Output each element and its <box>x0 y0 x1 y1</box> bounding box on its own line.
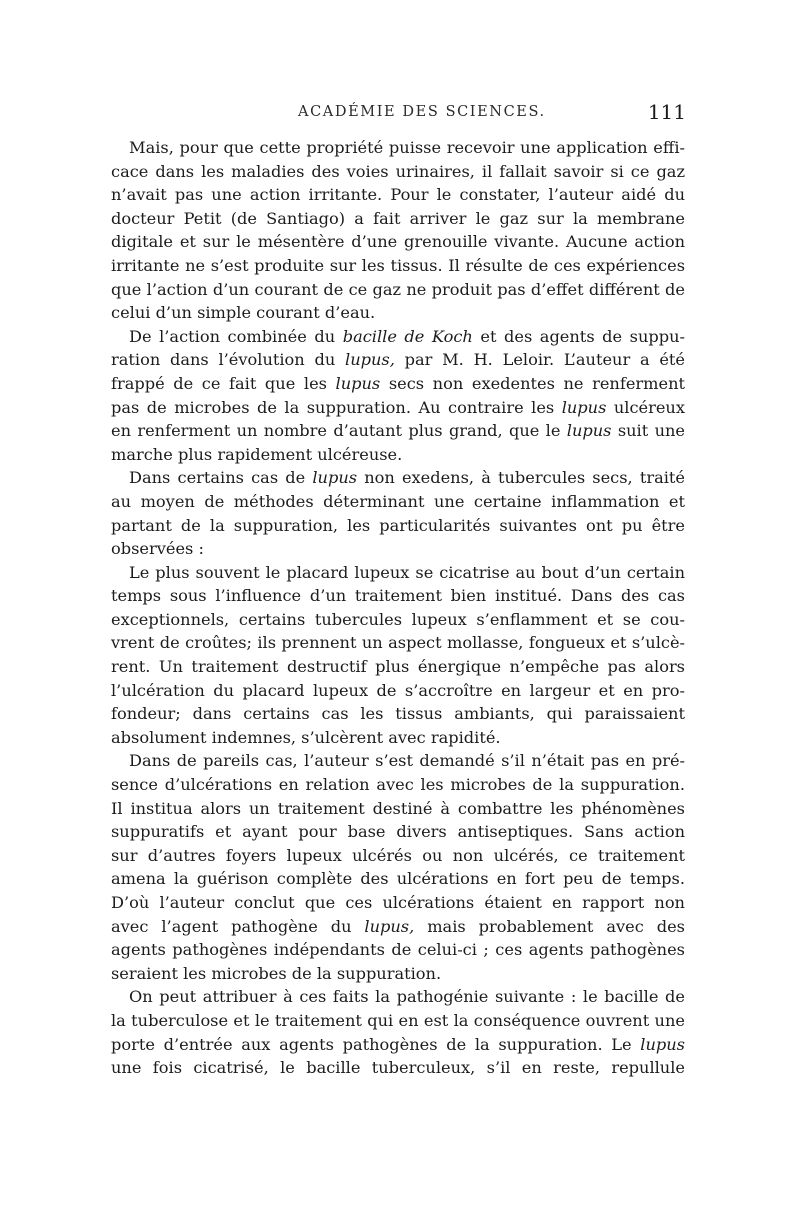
text-line: temps sous l’influence d’un traitement bien institué. Dans des cas <box>111 586 685 606</box>
text-line: irritante ne s’est produite sur les tissus. Il résulte de ces expériences <box>111 255 685 275</box>
text-line <box>111 1033 685 1057</box>
text-run: frappé de ce fait que les <box>111 373 336 393</box>
text-line: amena la guérison complète des ulcérations en fort peu de temps. <box>111 869 685 889</box>
text-line: suppuratifs et ayant pour base divers antiseptiques. Sans action <box>111 822 685 842</box>
text-run: ration dans l’évolution du <box>111 350 346 370</box>
text-line: observées : <box>111 539 204 559</box>
text-line: D’où l’auteur conclut que ces ulcérations étaient en rapport non <box>111 893 685 912</box>
text-line: celui d’un simple courant d’eau. <box>111 303 376 323</box>
text-line: seraient les microbes de la suppuration. <box>111 963 442 983</box>
text-line: agents pathogènes indépendants de celui-ci ; ces agents pathogènes <box>111 940 685 960</box>
text-line: Dans de pareils cas, l’auteur s’est demandé s’il n’était pas en pré- <box>129 751 685 771</box>
text-body <box>111 136 685 1080</box>
text-line <box>111 348 685 372</box>
text-line: vrent de croûtes; ils prennent un aspect mollasse, fongueux et s’ulcè- <box>111 633 685 653</box>
text-line: digitale et sur le mésentère d’une grenouille vivante. Aucune action <box>111 232 685 252</box>
text-line <box>111 466 685 490</box>
text-run: par M. H. Leloir. L’auteur a été <box>394 350 686 370</box>
text-line: absolument indemnes, s’ulcèrent avec rapidité. <box>111 727 501 747</box>
text-run: De l’action combinée du <box>129 326 343 346</box>
italic-term: lupus, <box>345 350 395 370</box>
text-line: marche plus rapidement ulcéreuse. <box>111 444 403 464</box>
italic-term: lupus <box>640 1034 685 1054</box>
text-line: On peut attribuer à ces faits la pathogénie suivante : le bacille de <box>129 987 685 1007</box>
italic-term: lupus <box>566 421 612 441</box>
text-line <box>111 419 685 443</box>
text-line: cace dans les maladies des voies urinaires, il fallait savoir si ce gaz <box>111 161 685 181</box>
text-run: suit une <box>611 421 686 441</box>
text-line: rent. Un traitement destructif plus énergique n’empêche pas alors <box>111 657 685 677</box>
text-run: secs non exedentes ne renferment <box>380 373 685 393</box>
text-run: non exedens, à tubercules secs, traité <box>357 468 686 488</box>
text-run: pas de microbes de la suppuration. Au contraire les <box>111 397 562 417</box>
text-run: Dans certains cas de <box>129 468 313 488</box>
text-line: sur d’autres foyers lupeux ulcérés ou non ulcérés, ce traitement <box>111 845 685 865</box>
text-run: avec l’agent pathogène du <box>111 916 365 936</box>
italic-term: lupus <box>561 397 607 417</box>
text-line: Mais, pour que cette propriété puisse recevoir une application effi- <box>129 138 685 157</box>
text-run: mais probablement avec des <box>414 916 685 936</box>
text-line: l’ulcération du placard lupeux de s’accroître en largeur et en pro- <box>111 680 685 700</box>
running-title: ACADÉMIE DES SCIENCES. <box>298 104 546 120</box>
text-line <box>111 396 685 420</box>
text-line: fondeur; dans certains cas les tissus ambiants, qui paraissaient <box>111 704 685 724</box>
text-line: Le plus souvent le placard lupeux se cicatrise au bout d’un certain <box>129 562 685 582</box>
text-line: la tuberculose et le traitement qui en est la conséquence ouvrent une <box>111 1010 685 1030</box>
text-run: ulcéreux <box>606 397 685 417</box>
italic-term: bacille de Koch <box>342 326 473 346</box>
italic-term: lupus, <box>364 916 415 936</box>
text-line: sence d’ulcérations en relation avec les microbes de la suppuration. <box>111 775 685 795</box>
page-header <box>114 92 686 132</box>
italic-term: lupus <box>335 373 381 393</box>
text-line: au moyen de méthodes déterminant une certaine inflammation et <box>111 491 685 511</box>
text-line <box>111 915 685 939</box>
text-line: que l’action d’un courant de ce gaz ne produit pas d’effet différent de <box>111 279 685 299</box>
text-line: n’avait pas une action irritante. Pour le constater, l’auteur aidé du <box>111 185 685 205</box>
text-line: Il institua alors un traitement destiné à combattre les phénomènes <box>111 798 685 818</box>
text-line: exceptionnels, certains tubercules lupeux s’enflamment et se cou- <box>111 609 685 629</box>
text-line <box>111 372 685 396</box>
text-run: porte d’entrée aux agents pathogènes de la suppuration. Le <box>111 1034 641 1054</box>
text-run: en renferment un nombre d’autant plus grand, que le <box>111 421 567 441</box>
text-line <box>111 325 685 349</box>
page-number: 111 <box>647 100 686 124</box>
text-line: docteur Petit (de Santiago) a fait arriver le gaz sur la membrane <box>111 208 685 228</box>
italic-term: lupus <box>312 468 358 488</box>
text-line: une fois cicatrisé, le bacille tuberculeux, s’il en reste, repullule <box>111 1058 685 1078</box>
text-line: partant de la suppuration, les particularités suivantes ont pu être <box>111 515 685 535</box>
text-run: et des agents de suppu- <box>472 326 686 346</box>
